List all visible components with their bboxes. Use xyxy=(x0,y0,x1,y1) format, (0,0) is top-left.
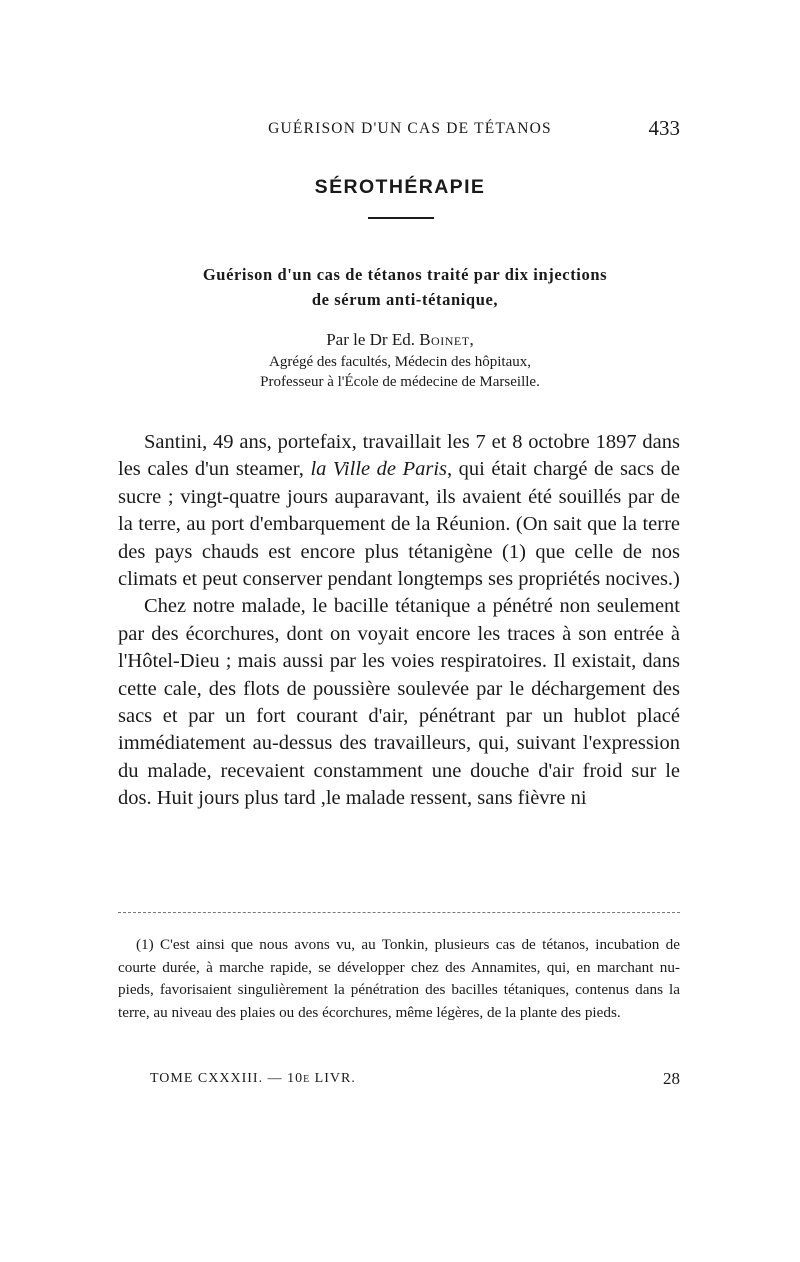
byline-prefix: Par le Dr Ed. xyxy=(326,330,420,349)
paragraph-1-part-a: Santini, 49 ans, portefaix, travaillait les 7 et 8 octobre 1897 dans les cales d'un steamer, xyxy=(118,431,680,481)
title-rule xyxy=(368,217,434,219)
ship-name: la Ville de Paris xyxy=(310,458,447,481)
byline-author: Boinet xyxy=(419,330,470,349)
sheet-signature: 28 xyxy=(663,1069,680,1088)
paragraph-2: Chez notre malade, le bacille tétanique a pénétré non seulement par des écorchures, dont on voyait encore les traces à son entrée à l'Hôtel-Dieu ; mais aussi par les voies respiratoires. Il existait, dans cette cale, des flots de poussière soulevée par le déchargement des sacs et par un fort courant d'air, pénétrant par un hublot placé immédiatement au-dessus des travailleurs, qui, suivant l'expression du malade, recevaient constamment une douche d'air froid sur le dos. Huit jours plus tard ,le malade ressent, sans fièvre ni xyxy=(118,595,680,810)
affiliation-line-1: Agrégé des facultés, Médecin des hôpitaux, xyxy=(269,354,531,370)
byline xyxy=(0,330,800,350)
paragraph-1-part-b: , qui était chargé de sacs de sucre ; vingt-quatre jours auparavant, ils avaient été souillés par de la terre, au port d'embarquement de la Réunion. (On sait que la terre des pays chauds est encore plus tétanigène (1) que celle de nos climats et peut conserver pendant longtemps ses propriétés nocives.) xyxy=(118,458,681,591)
running-title: GUÉRISON D'UN CAS DE TÉTANOS xyxy=(268,120,552,137)
volume-signature: TOME CXXXIII. — 10e LIVR. xyxy=(150,1071,356,1086)
article-title-line-1: Guérison d'un cas de tétanos traité par dix injections xyxy=(202,265,608,284)
footnote-text: (1) C'est ainsi que nous avons vu, au Tonkin, plusieurs cas de tétanos, incubation de courte durée, à marche rapide, se développer chez des Annamites, qui, en marchant nu-pieds, favorisaient singulièrement la pénétration des bacilles tétaniques, contenus dans la terre, au niveau des plaies ou des écorchures, même légères, de la plante des pieds. xyxy=(118,936,680,1021)
footnote-separator xyxy=(118,912,680,913)
signature-line xyxy=(150,1071,680,1093)
page-number: 433 xyxy=(648,116,680,140)
running-head xyxy=(140,118,680,142)
affiliation-line-2: Professeur à l'École de médecine de Marseille. xyxy=(260,374,540,390)
body-text xyxy=(118,429,680,813)
article-title-line-2: de sérum anti-tétanique, xyxy=(311,290,499,309)
affiliation xyxy=(0,352,800,392)
footnote xyxy=(118,934,680,1024)
paragraph-1 xyxy=(118,429,680,593)
section-title: SÉROTHÉRAPIE xyxy=(314,176,486,198)
article-title xyxy=(120,262,690,312)
byline-suffix: , xyxy=(469,330,474,349)
